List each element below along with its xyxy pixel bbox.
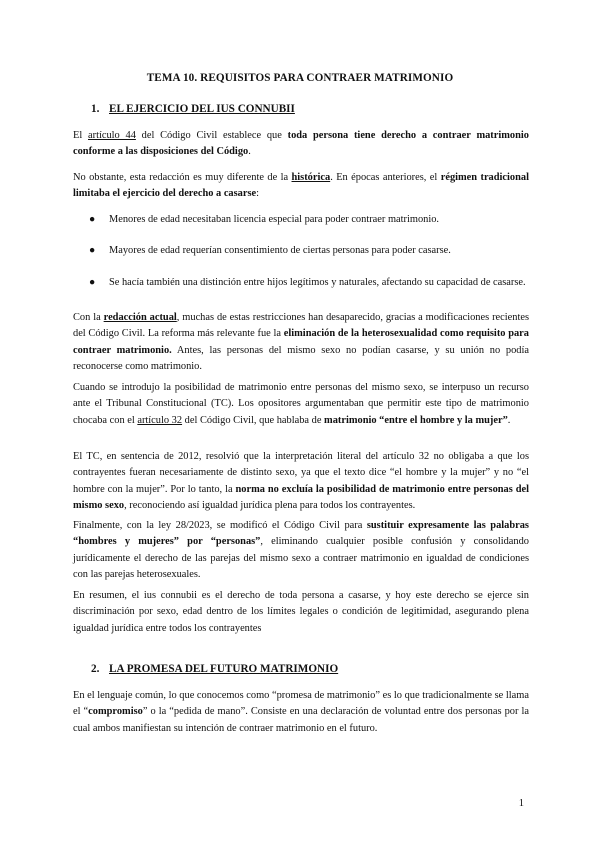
p6-text-a: Finalmente, con la ley 28/2023, se modificó el Código Civil para [73,520,367,531]
p3-bold: eliminación de la heterosexualidad como requisito para contraer matrimonio. [73,328,529,356]
paragraph-8 [73,688,529,737]
p6-text-c: , eliminando cualquier posible confusión y consolidando jurídicamente el derecho de las parejas del mismo sexo a contraer matrimonio en igualdad de condiciones con las parejas heterosexuales. [73,536,529,581]
p1-text-a: El [73,130,88,141]
p4-text-a: Cuando se introdujo la posibilidad de matrimonio entre personas del mismo sexo, se interpuso un recurso ante el Tribunal Constitucional (TC). Los opositores argumentaban que permitir este tipo de matrimonio chocaba con el [73,382,529,426]
list-item [73,243,529,259]
p5-text-c: , reconociendo así igualdad jurídica plena para todos los contrayentes. [124,500,416,512]
p1-bold: toda persona tiene derecho a contraer matrimonio conforme a las disposiciones del Código [73,130,529,158]
list-item-text: Mayores de edad requerían consentimiento de ciertas personas para poder casarse. [109,245,451,257]
bullet-icon: ● [89,245,96,257]
paragraph-4 [73,380,529,429]
p2-underlined-bold: histórica [291,172,331,183]
p6-bold: sustituir expresamente las palabras “hombres y mujeres” por “personas” [73,520,529,548]
p3-text-a: Con la [73,312,104,323]
p2-text-e: : [256,188,260,200]
document-title: TEMA 10. REQUISITOS PARA CONTRAER MATRIMONIO [146,72,454,84]
p4-text-e: . [507,414,511,426]
p4-text-c: del Código Civil, que hablaba de [182,414,325,426]
p8-text-a: En el lenguaje común, lo que conocemos como “promesa de matrimonio” es lo que tradicionalmente se llama el “ [73,690,529,718]
p3-text-e: Antes, las personas del mismo sexo no podían casarse, y su unión no podía reconocerse como matrimonio. [73,344,530,373]
p2-text-c: . En épocas anteriores, el [330,172,441,183]
p8-text-c: ” o la “pedida de mano”. Consiste en una declaración de voluntad entre dos personas por la cual ambos manifiestan su intención de contraer matrimonio en el futuro. [73,706,529,734]
paragraph-5 [73,449,529,515]
bullet-icon: ● [89,214,96,225]
p5-text-a: El TC, en sentencia de 2012, resolvió que la interpretación literal del artículo 32 no obligaba a que los contrayentes fueran necesariamente de distinto sexo, ya que el texto dice “el hombre y la mujer” y no “el hombre con la mujer”. Por lo tanto, la [73,451,529,495]
paragraph-3 [73,310,529,376]
paragraph-7: En resumen, el ius connubii es el derecho de toda persona a casarse, y hoy este derecho se ejerce sin discriminación por sexo, edad dentro de los límites legales o condición de legitimidad, asegurando plena igualdad jurídica entre todos los contrayentes [73,590,529,634]
p4-bold: matrimonio “entre el hombre y la mujer” [324,414,508,426]
list-item [73,212,529,228]
section-2-number: 2. [91,663,100,675]
p3-underlined-bold: redacción actual [103,312,177,323]
paragraph-6 [73,518,529,584]
list-item-text: Se hacía también una distinción entre hijos legítimos y naturales, afectando su capacidad de casarse. [109,276,526,288]
paragraph-2 [73,170,529,203]
list-item [73,275,529,291]
p3-text-c: , muchas de estas restricciones han desaparecido, gracias a modificaciones recientes del Código Civil. La reforma más relevante fue la [73,312,529,340]
section-1-title: EL EJERCICIO DEL IUS CONNUBII [109,103,295,115]
p1-text-e: . [248,146,251,158]
bullet-icon: ● [89,276,96,288]
p4-link-article-32: artículo 32 [137,414,183,426]
section-1-number: 1. [91,103,100,115]
page-number: 1 [518,798,524,809]
p1-link-article-44: artículo 44 [88,130,136,141]
p1-text-c: del Código Civil establece que [135,130,288,141]
list-item-text: Menores de edad necesitaban licencia especial para poder contraer matrimonio. [109,214,440,225]
section-1-heading [91,103,295,115]
paragraph-1 [73,128,529,161]
section-2-title: LA PROMESA DEL FUTURO MATRIMONIO [109,663,339,675]
bullet-list [73,212,529,291]
p2-bold: régimen tradicional limitaba el ejercicio del derecho a casarse [73,172,529,200]
p2-text-a: No obstante, esta redacción es muy diferente de la [73,172,292,183]
section-2-heading [91,663,338,675]
p5-bold: norma no excluía la posibilidad de matrimonio entre personas del mismo sexo [73,483,529,512]
p8-bold: compromiso [88,706,143,718]
